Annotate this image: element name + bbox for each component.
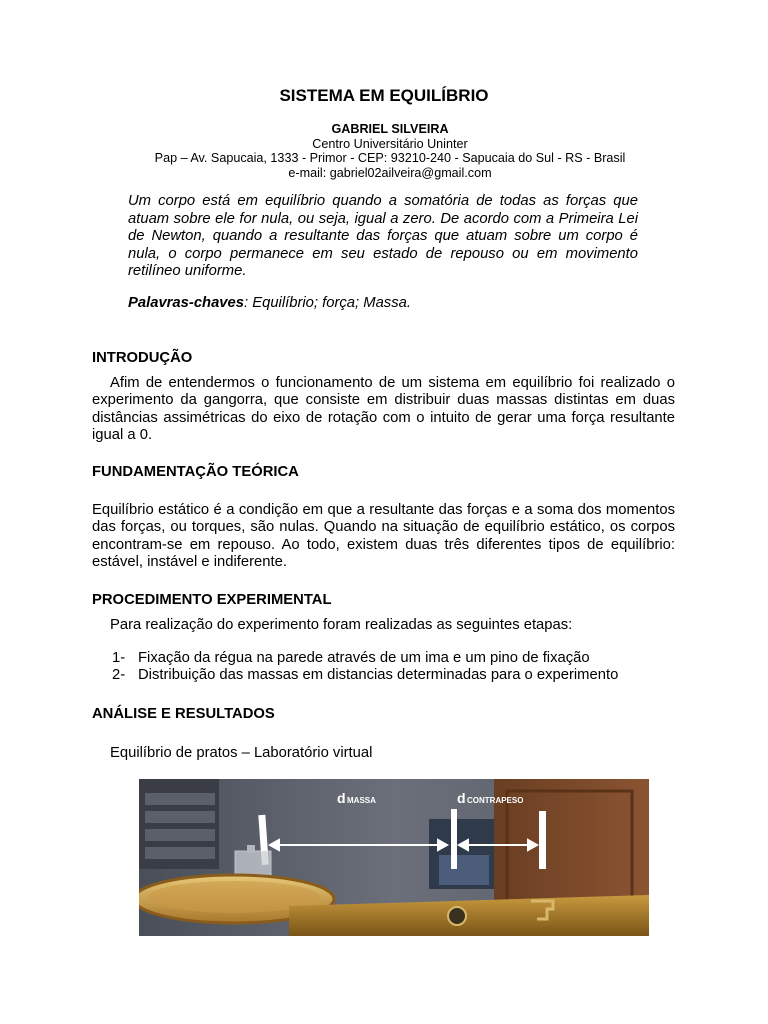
label-contrapeso-sub: CONTRAPESO bbox=[467, 796, 524, 805]
author-name: GABRIEL SILVEIRA bbox=[331, 122, 449, 136]
procedure-steps bbox=[112, 650, 618, 685]
label-d-contrapeso: d bbox=[457, 790, 466, 806]
pivot-pin bbox=[448, 907, 466, 925]
abstract: Um corpo está em equilíbrio quando a somatória de todas as forças que atuam sobre ele for nula, ou seja, igual a zero. De acordo com a Primeira Lei de Newton, quando a resultante das forças que atuam sobre um corpo é nula, o corpo permanece em seu estado de repouso ou em movimento retilíneo uniforme. bbox=[128, 193, 638, 279]
heading-theory: FUNDAMENTAÇÃO TEÓRICA bbox=[92, 464, 299, 480]
marker-center bbox=[451, 809, 457, 869]
label-massa-sub: MASSA bbox=[347, 796, 376, 805]
keywords bbox=[128, 295, 638, 311]
procedure-step: 1- Fixação da régua na parede através de um ima e um pino de fixação bbox=[112, 650, 590, 666]
introduction-text: Afim de entendermos o funcionamento de um sistema em equilíbrio foi realizado o experimento da gangorra, que consiste em distribuir duas massas distintas em duas distâncias assimétricas do eixo de rotação com o intuito de gerar uma força resultante igual a 0. bbox=[92, 375, 675, 444]
theory-text: Equilíbrio estático é a condição em que a resultante das forças e a soma dos momentos das forças, ou torques, são nulas. Quando na situação de equilíbrio estático, os corpos encontram-se em repouso. Ao todo, existem duas três diferentes tipos de equilíbrio: estável, instável e indiferente. bbox=[92, 502, 675, 571]
balance-scene-illustration bbox=[139, 779, 649, 936]
label-d-massa: d bbox=[337, 790, 346, 806]
heading-procedure: PROCEDIMENTO EXPERIMENTAL bbox=[92, 592, 332, 608]
author-block bbox=[0, 122, 768, 180]
heading-introduction: INTRODUÇÃO bbox=[92, 350, 193, 366]
procedure-step: 2- Distribuição das massas em distancias determinadas para o experimento bbox=[112, 667, 619, 684]
paper-title: SISTEMA EM EQUILÍBRIO bbox=[279, 86, 489, 105]
procedure-intro: Para realização do experimento foram realizadas as seguintes etapas: bbox=[110, 617, 573, 633]
keywords-label: Palavras-chaves bbox=[128, 295, 244, 311]
figure-caption: Equilíbrio de pratos – Laboratório virtual bbox=[110, 745, 373, 761]
keywords-text: : Equilíbrio; força; Massa. bbox=[244, 295, 411, 311]
marker-right bbox=[539, 811, 546, 869]
author-address: Pap – Av. Sapucaia, 1333 - Primor - CEP: 93210-240 - Sapucaia do Sul - RS - Brasil bbox=[154, 151, 626, 166]
heading-results: ANÁLISE E RESULTADOS bbox=[92, 706, 275, 722]
virtual-lab-figure bbox=[139, 779, 649, 936]
author-institution: Centro Universitário Uninter bbox=[312, 136, 468, 151]
author-email: e-mail: gabriel02ailveira@gmail.com bbox=[288, 165, 492, 180]
